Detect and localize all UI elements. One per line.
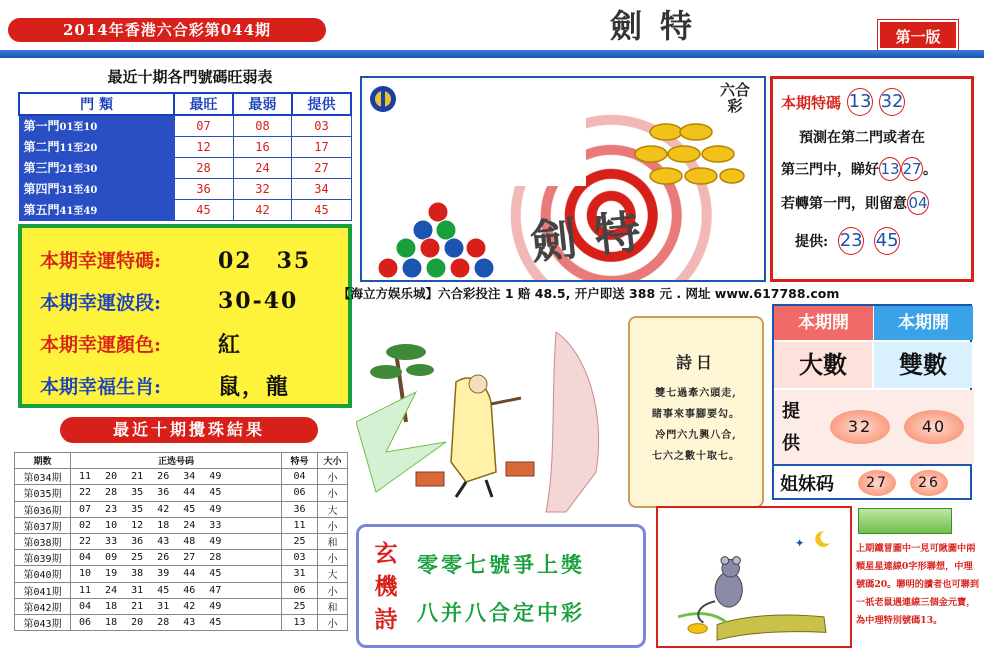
special-offer-code-1: 23 [838,227,864,255]
lucky-box [18,224,352,408]
history-period: 第039期 [15,550,71,566]
gate-name: 第三門21至30 [19,157,174,178]
gate-hot: 12 [174,136,233,157]
edition-badge: 第一版 [878,20,958,50]
history-period: 第036期 [15,501,71,517]
gate-table [18,92,352,221]
gate-table-header [19,93,351,115]
sister-code-label: 姐妹码 [780,474,834,495]
lucky-value: 鼠，龍 [218,373,291,400]
banner-side-label: 六合彩 [720,81,751,115]
gate-row [19,136,351,157]
history-period: 第043期 [15,614,71,630]
history-size: 大 [318,566,348,582]
history-size: 小 [318,582,348,598]
gate-name: 第四門31至40 [19,178,174,199]
history-numbers: 04 18 21 31 42 49 [71,598,282,614]
history-special: 25 [282,598,318,614]
special-offer-code-2: 45 [874,227,900,255]
sister-code-2: 26 [910,470,948,496]
history-title: 最近十期攪珠結果 [60,417,318,443]
history-special: 36 [282,501,318,517]
period-header-1: 本期開 [774,306,873,340]
gate-offer: 34 [292,178,351,199]
special-code-box [770,76,974,282]
gate-row [19,157,351,178]
history-size: 小 [318,614,348,630]
gate-cold: 42 [233,199,292,220]
gate-hot: 36 [174,178,233,199]
gate-cold: 24 [233,157,292,178]
mystic-line-1: 零零七號爭上獎 [417,552,585,577]
history-size: 小 [318,469,348,485]
lucky-value: 紅 [218,331,243,358]
history-numbers: 22 33 36 43 48 49 [71,533,282,549]
special-line-2-end: 。 [923,162,937,178]
banner-title: 劍特 [528,202,662,270]
history-special: 04 [282,469,318,485]
history-special: 31 [282,566,318,582]
header-divider [0,50,984,58]
history-numbers: 07 23 35 42 45 49 [71,501,282,517]
period-header-2: 本期開 [874,306,973,340]
gate-hot: 07 [174,115,233,136]
gate-table-title: 最近十期各門號碼旺弱表 [107,68,273,86]
lottery-balls-icon [368,200,508,282]
gate-header-type: 門 類 [19,93,174,115]
lucky-label: 本期幸運波段: [40,291,162,314]
gold-ingots-icon [626,118,746,188]
history-header-numbers: 正选号码 [71,453,282,469]
lucky-row [40,364,338,406]
history-row [15,598,348,614]
history-period: 第040期 [15,566,71,582]
gate-cold: 08 [233,115,292,136]
history-header-special: 特号 [282,453,318,469]
special-code-2: 32 [879,88,905,116]
gate-name: 第五門41至49 [19,199,174,220]
period-offer-code-1: 32 [830,410,890,444]
history-period: 第042期 [15,598,71,614]
history-row [15,614,348,630]
history-numbers: 06 18 20 28 43 45 [71,614,282,630]
history-row [15,469,348,485]
mouse-illustration [656,506,852,648]
period-offer-panel [774,390,974,464]
special-line2-code-1: 13 [879,157,901,181]
gate-hot: 28 [174,157,233,178]
history-header [15,453,348,469]
history-special: 13 [282,614,318,630]
history-row [15,533,348,549]
mystic-poem-box [356,524,646,648]
gate-header-offer: 提供 [292,93,351,115]
special-offer-label: 提供: [795,234,829,250]
history-period: 第037期 [15,517,71,533]
history-period: 第038期 [15,533,71,549]
period-double-number: 雙數 [874,342,972,388]
gate-offer: 45 [292,199,351,220]
lucky-label: 本期幸福生肖: [40,375,162,398]
history-table [14,452,348,631]
history-size: 小 [318,517,348,533]
history-row [15,485,348,501]
history-row [15,582,348,598]
gate-header-cold: 最弱 [233,93,292,115]
special-line-1: 預測在第二門或者在 [799,130,925,146]
history-period: 第034期 [15,469,71,485]
history-size: 和 [318,598,348,614]
history-special: 25 [282,533,318,549]
lucky-row [40,238,338,280]
history-numbers: 11 24 31 45 46 47 [71,582,282,598]
gate-name: 第二門11至20 [19,136,174,157]
history-row [15,550,348,566]
history-header-period: 期数 [15,453,71,469]
special-line-2: 第三門中，睇好 [781,162,879,178]
history-size: 小 [318,485,348,501]
gate-row [19,199,351,220]
history-row [15,517,348,533]
gate-row [19,178,351,199]
special-line3-code: 04 [907,191,929,215]
poem-scroll [628,316,764,508]
poem-title: 詩日 [675,353,716,372]
special-line2-code-2: 27 [901,157,923,181]
period-open-box [772,304,972,500]
period-offer-code-2: 40 [904,410,964,444]
previous-issue-description [856,506,980,648]
sister-code-1: 27 [858,470,896,496]
history-row [15,566,348,582]
history-numbers: 04 09 25 26 27 28 [71,550,282,566]
lucky-row [40,322,338,364]
main-title: 劍特 [609,7,710,45]
poem-line-3: 冷門六九興八合, [655,430,737,441]
history-size: 小 [318,550,348,566]
history-special: 11 [282,517,318,533]
gate-offer: 03 [292,115,351,136]
period-offer-label: 提供 [782,401,800,454]
banner-blank-panel [402,110,586,186]
history-special: 06 [282,485,318,501]
mystic-side-label: 玄機詩 [374,540,398,633]
ad-text[interactable]: 【海立方娱乐城】六合彩投注 1 赔 48.5, 开户即送 388 元 . 网址 www.617788.com [338,286,840,301]
gate-row [19,115,351,136]
poem-line-1: 雙七過牽六頭走, [655,388,737,399]
special-code-1: 13 [847,88,873,116]
logo-emblem-icon [368,84,398,114]
special-title: 本期特碼 [781,93,842,112]
history-period: 第041期 [15,582,71,598]
gate-offer: 17 [292,136,351,157]
history-numbers: 11 20 21 26 34 49 [71,469,282,485]
period-big-number: 大數 [774,342,872,388]
gate-hot: 45 [174,199,233,220]
lucky-value: 02 35 [218,247,312,274]
lucky-label: 本期幸運顏色: [40,333,162,356]
history-numbers: 02 10 12 18 24 33 [71,517,282,533]
gate-name: 第一門01至10 [19,115,174,136]
history-size: 大 [318,501,348,517]
gate-offer: 27 [292,157,351,178]
poem-line-4: 七六之數十取七。 [652,451,740,462]
scholar-scene-illustration [356,312,618,518]
history-size: 和 [318,533,348,549]
description-thumbnail [858,508,952,534]
gate-cold: 16 [233,136,292,157]
lucky-label: 本期幸運特碼: [40,249,162,272]
history-special: 06 [282,582,318,598]
issue-title: 2014年香港六合彩第044期 [8,18,326,42]
history-numbers: 22 28 35 36 44 45 [71,485,282,501]
history-numbers: 10 19 38 39 44 45 [71,566,282,582]
history-period: 第035期 [15,485,71,501]
poem-line-2: 睹事來事腳要勾。 [652,409,740,420]
description-text: 上期鐵冒圖中一見可瞅圖中兩顆星星連線0字形聯想，中理號碼20。聯明的讀者也可聯到一祇老鼠遇連線三個金元寶，為中理特別號碼13。 [856,543,980,626]
gate-cold: 32 [233,178,292,199]
svg-text:✦: ✦ [794,535,805,550]
mystic-line-2: 八并八合定中彩 [417,600,585,625]
lucky-row [40,280,338,322]
history-row [15,501,348,517]
gate-header-hot: 最旺 [174,93,233,115]
lucky-value: 30-40 [218,288,299,314]
special-line-3: 若轉第一門，則留意 [781,196,907,212]
history-header-size: 大小 [318,453,348,469]
history-special: 03 [282,550,318,566]
